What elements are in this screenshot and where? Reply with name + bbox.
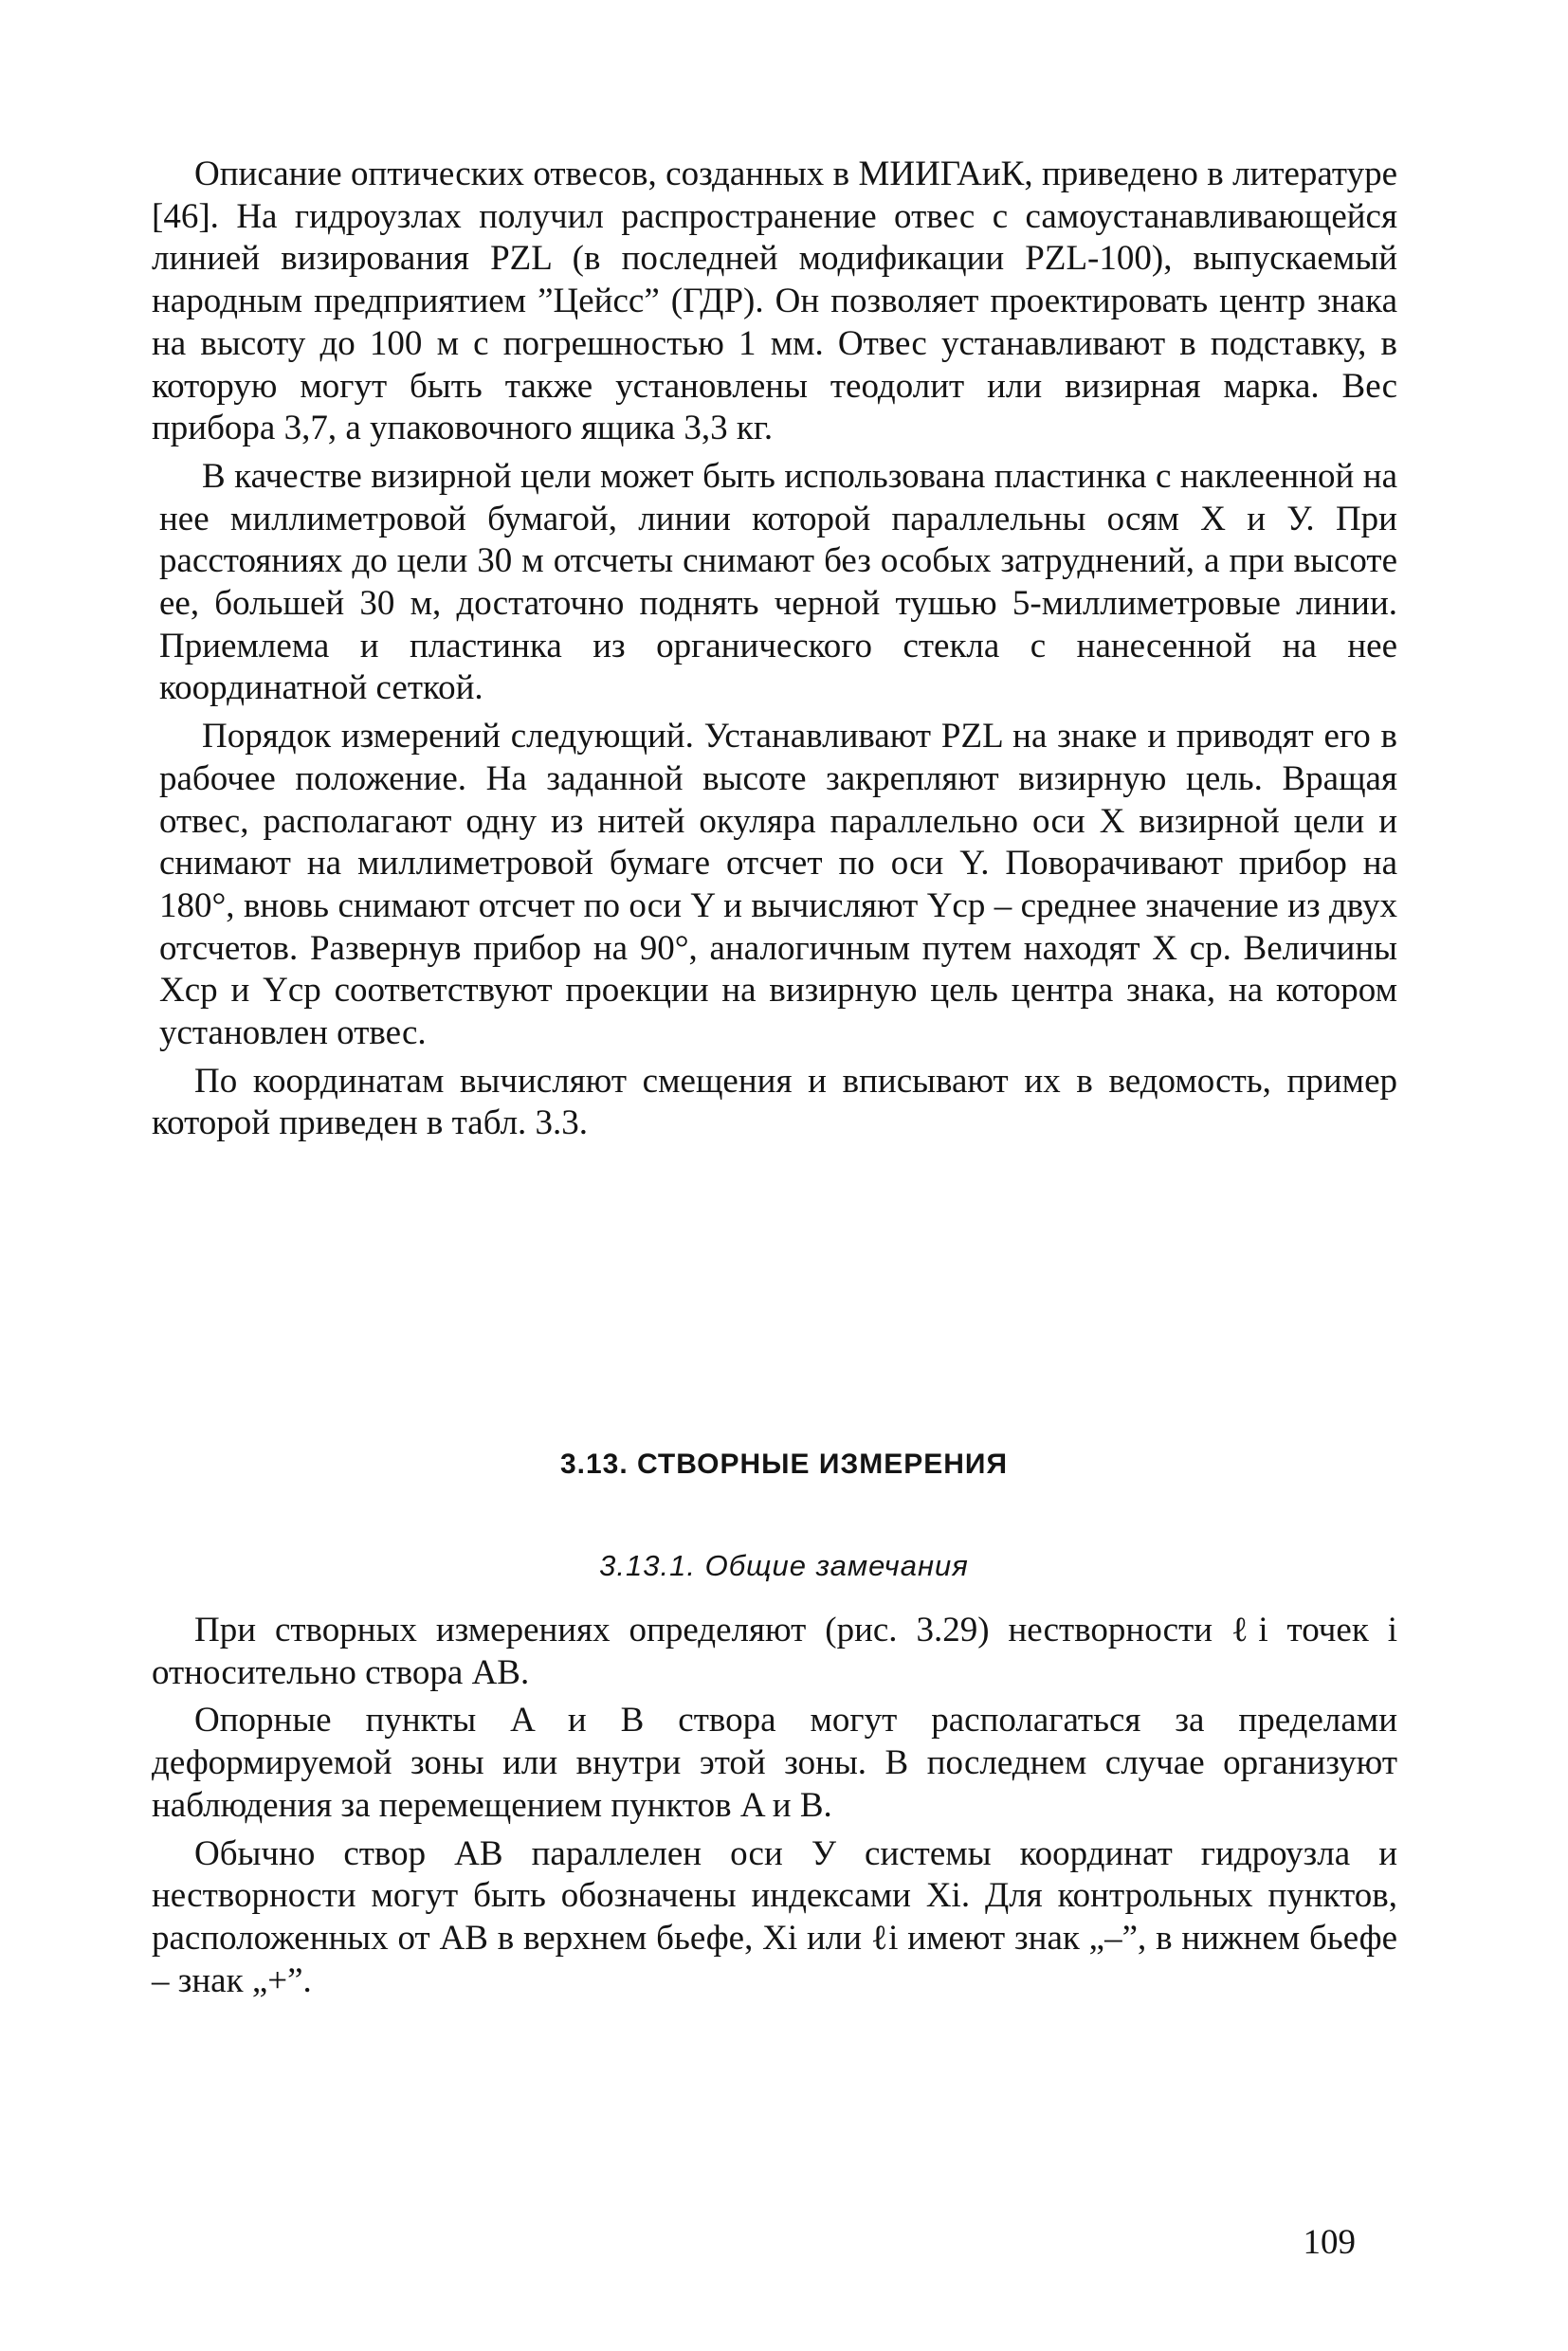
- paragraph-sign-convention: Обычно створ AB параллелен оси У системы координат гидроузла и нестворности могут быть обозначены индексами Xi. Для контрольных пунктов, расположенных от AB в верхнем бьефе, Xi или ℓi имеют знак „–”, в нижнем бьефе – знак „+”.: [152, 1833, 1397, 2000]
- page-number: 109: [1303, 2223, 1356, 2262]
- paragraph-measurement-order: Порядок измерений следующий. Устанавливают PZL на знаке и приводят его в рабочее положение. На заданной высоте закрепляют визирную цель. Вращая отвес, располагают одну из нитей окуляра параллельно оси X визирной цели и снимают на миллиметровой бумаге отсчет по оси Y. Поворачивают прибор на 180°, вновь снимают отсчет по оси Y и вычисляют Yср – среднее значение из двух отсчетов. Развернув прибор на 90°, аналогичным путем находят X ср. Величины Xср и Yср соответствуют проекции на визирную цель центра знака, на котором установлен отвес.: [159, 717, 1397, 1053]
- section-heading: 3.13. СТВОРНЫЕ ИЗМЕРЕНИЯ: [559, 1449, 1009, 1480]
- paragraph-offsets: По координатам вычисляют смещения и вписывают их в ведомость, пример которой приведен в табл. 3.3.: [152, 1061, 1397, 1143]
- intro-text-block: [152, 154, 1397, 1151]
- paragraph-sighting-target: В качестве визирной цели может быть использована пластинка с наклеенной на нее миллиметровой бумагой, линии которой параллельны осям X и У. При расстояниях до цели 30 м отсчеты снимают без особых затруднений, а при высоте ее, большей 30 м, достаточно поднять черной тушью 5-миллиметровые линии. Приемлема и пластинка из органического стекла с нанесенной на нее координатной сеткой.: [159, 456, 1397, 708]
- paragraph-reference-points: Опорные пункты A и B створа могут располагаться за пределами деформируемой зоны или внутри этой зоны. В последнем случае организуют наблюдения за перемещением пунктов A и B.: [152, 1701, 1397, 1825]
- subsection-text-block: [152, 1610, 1397, 2008]
- paragraph-alignment-definition: При створных измерениях определяют (рис. 3.29) нестворности ℓi точек i относительно створа AB.: [152, 1611, 1397, 1692]
- subsection-heading: 3.13.1. Общие замечания: [599, 1549, 969, 1582]
- paragraph-optical-plumbs: Описание оптических отвесов, созданных в МИИГАиК, приведено в литературе [46]. На гидроузлах получил распространение отвес с самоустанавливающейся линией визирования PZL (в последней модификации PZL-100), выпускаемый народным предприятием ”Цейсс” (ГДР). Он позволяет проектировать центр знака на высоту до 100 м с погрешностью 1 мм. Отвес устанавливают в подставку, в которую могут быть также установлены теодолит или визирная марка. Вес прибора 3,7, а упаковочного ящика 3,3 кг.: [152, 155, 1397, 448]
